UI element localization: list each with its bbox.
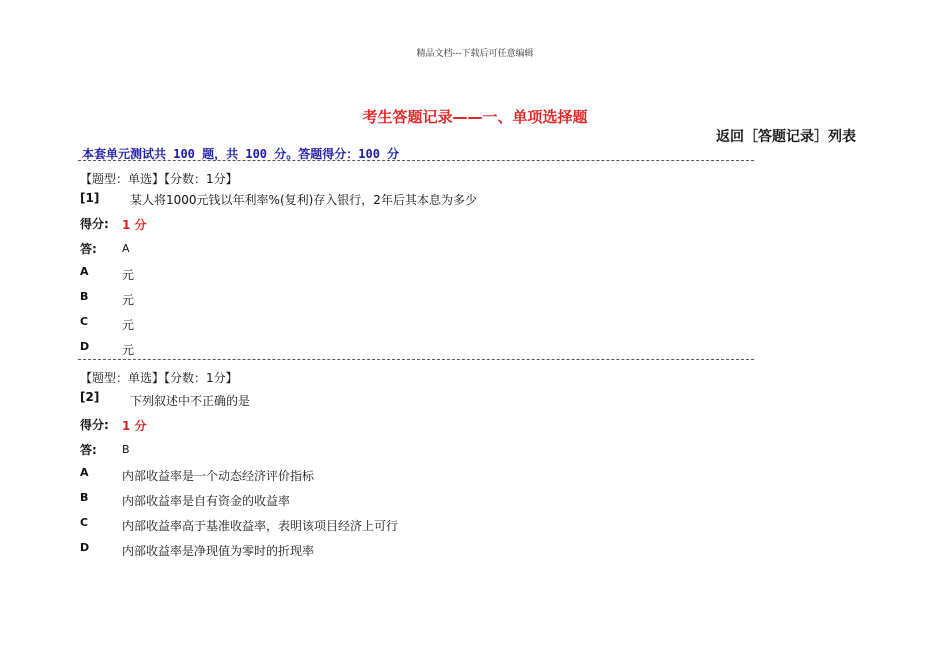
option-key: A xyxy=(80,466,89,479)
option-text: 元 xyxy=(122,343,135,357)
return-to-records-link[interactable]: 返回［答题记录］列表 xyxy=(716,129,856,145)
option-text: 内部收益率是一个动态经济评价指标 xyxy=(122,469,315,483)
answer-value: B xyxy=(122,443,130,456)
option-text: 内部收益率高于基准收益率，表明该项目经济上可行 xyxy=(122,519,399,533)
option-key: C xyxy=(80,516,89,529)
option-text: 元 xyxy=(122,318,135,332)
question-number: [1] xyxy=(80,191,100,205)
test-summary: 本套单元测试共 100 题，共 100 分。答题得分：100 分 xyxy=(82,147,400,161)
option-key: A xyxy=(80,265,89,278)
divider xyxy=(78,160,754,161)
answer-label: 答: xyxy=(80,443,97,457)
option-key: D xyxy=(80,340,90,353)
page-title: 考生答题记录——一、单项选择题 xyxy=(362,108,588,126)
option-text: 元 xyxy=(122,293,135,307)
option-key: B xyxy=(80,290,89,303)
question-text: 某人将1000元钱以年利率%(复利)存入银行，2年后其本息为多少 xyxy=(130,193,477,207)
question-meta: 【题型：单选】【分数：1分】 xyxy=(80,371,238,385)
option-text: 内部收益率是净现值为零时的折现率 xyxy=(122,544,315,558)
divider xyxy=(78,359,754,360)
answer-label: 答: xyxy=(80,242,97,256)
option-key: D xyxy=(80,541,90,554)
option-text: 元 xyxy=(122,268,135,282)
score-value: 1 分 xyxy=(122,218,147,232)
question-text: 下列叙述中不正确的是 xyxy=(130,394,251,408)
option-text: 内部收益率是自有资金的收益率 xyxy=(122,494,291,508)
answer-value: A xyxy=(122,242,130,255)
header-note: 精品文档---下载后可任意编辑 xyxy=(416,49,534,59)
question-meta: 【题型：单选】【分数：1分】 xyxy=(80,172,238,186)
score-label: 得分: xyxy=(80,217,109,231)
score-label: 得分: xyxy=(80,418,109,432)
option-key: B xyxy=(80,491,89,504)
option-key: C xyxy=(80,315,89,328)
question-number: [2] xyxy=(80,390,100,404)
score-value: 1 分 xyxy=(122,419,147,433)
